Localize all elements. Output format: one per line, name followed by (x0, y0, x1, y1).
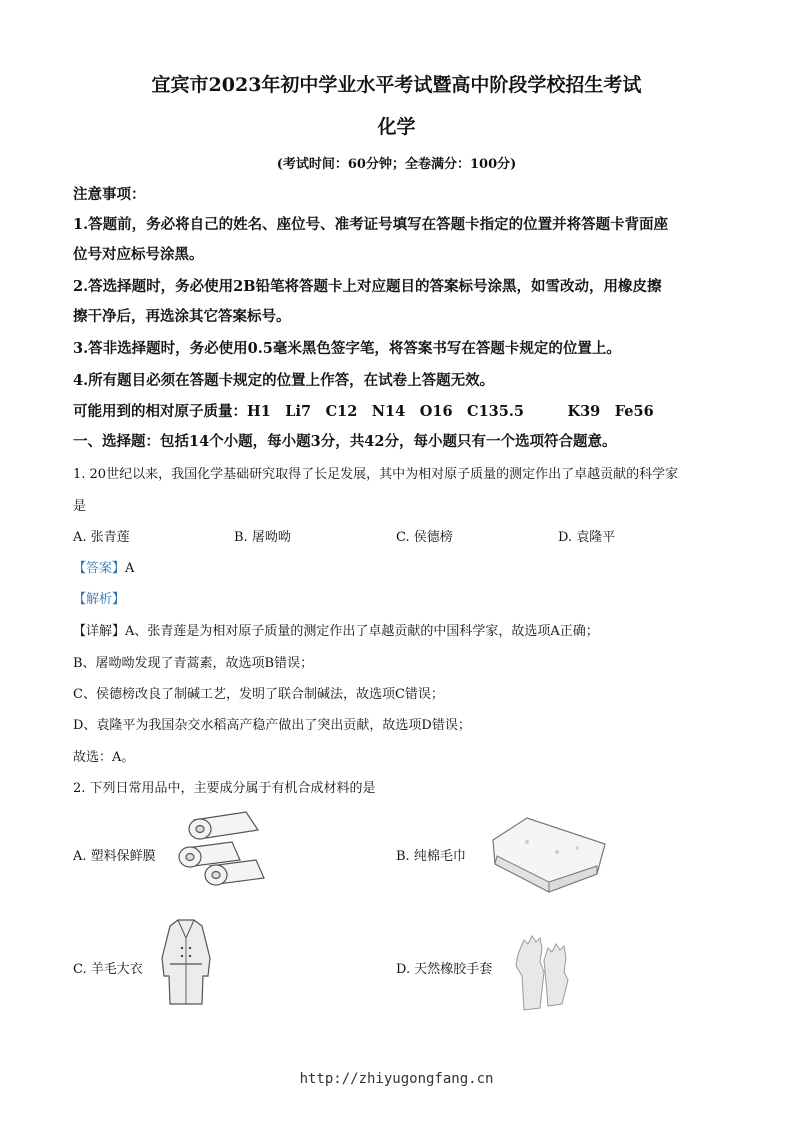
answer-value: A (125, 561, 135, 576)
subject-title: 化学 (377, 116, 416, 138)
analysis-tag: 【解析】 (73, 592, 126, 607)
q1-option-d: D. 袁隆平 (558, 530, 616, 545)
notice-item-3: 3.答非选择题时，务必使用0.5毫米黑色签字笔，将答案书写在答题卡规定的位置上。 (73, 340, 621, 357)
plastic-wrap-image (176, 808, 270, 890)
q2-option-c: C. 羊毛大衣 (73, 962, 143, 977)
q1-conclusion: 故选：A。 (73, 750, 135, 765)
notice-item-2-cont: 擦干净后，再选涂其它答案标号。 (73, 308, 291, 325)
q1-option-b: B. 屠呦呦 (234, 530, 291, 545)
q1-option-a: A. 张青莲 (73, 530, 130, 545)
q2-option-a: A. 塑料保鲜膜 (73, 849, 156, 864)
q1-detail-2: B、屠呦呦发现了青蒿素，故选项B错误； (73, 656, 314, 671)
exam-info: (考试时间：60分钟；全卷满分：100分) (276, 157, 517, 172)
notice-item-4: 4.所有题目必须在答题卡规定的位置上作答，在试卷上答题无效。 (73, 372, 495, 389)
q1-stem: 1. 20世纪以来，我国化学基础研究取得了长足发展，其中为相对原子质量的测定作出了卓越贡献的科学家 (73, 467, 679, 482)
q1-stem-cont: 是 (73, 499, 87, 514)
exam-title: 宜宾市2023年初中学业水平考试暨高中阶段学校招生考试 (151, 74, 642, 96)
notice-item-2: 2.答选择题时，务必使用2B铅笔将答题卡上对应题目的答案标号涂黑，如雪改动，用橡皮擦 (73, 278, 662, 295)
footer-url[interactable]: http://zhiyugongfang.cn (299, 1071, 494, 1087)
q1-answer (73, 557, 134, 576)
notice-item-1: 1.答题前，务必将自己的姓名、座位号、准考证号填写在答题卡指定的位置并将答题卡背面座 (73, 216, 669, 233)
q1-detail-4: D、袁隆平为我国杂交水稻高产稳产做出了突出贡献，故选项D错误； (73, 718, 471, 733)
notice-heading: 注意事项： (73, 186, 146, 203)
q1-detail-3: C、侯德榜改良了制碱工艺，发明了联合制碱法，故选项C错误； (73, 687, 444, 702)
q1-option-c: C. 侯德榜 (396, 530, 453, 545)
section-heading: 一、选择题：包括14个小题，每小题3分，共42分，每小题只有一个选项符合题意。 (73, 433, 617, 450)
notice-item-1-cont: 位号对应标号涂黑。 (73, 246, 204, 263)
cotton-towel-image (487, 812, 609, 894)
q2-option-b: B. 纯棉毛巾 (396, 849, 466, 864)
wool-coat-image (158, 918, 214, 1008)
q1-detail-1: 【详解】A、张青莲是为相对原子质量的测定作出了卓越贡献的中国科学家，故选项A正确； (73, 624, 599, 639)
q2-stem: 2. 下列日常用品中，主要成分属于有机合成材料的是 (73, 781, 376, 796)
answer-tag: 【答案】 (73, 561, 126, 576)
rubber-gloves-image (510, 932, 572, 1012)
q2-option-d: D. 天然橡胶手套 (396, 962, 493, 977)
atomic-mass-line: 可能用到的相对原子质量：H1 Li7 C12 N14 O16 C135.5 K39 Fe56 (73, 403, 654, 420)
